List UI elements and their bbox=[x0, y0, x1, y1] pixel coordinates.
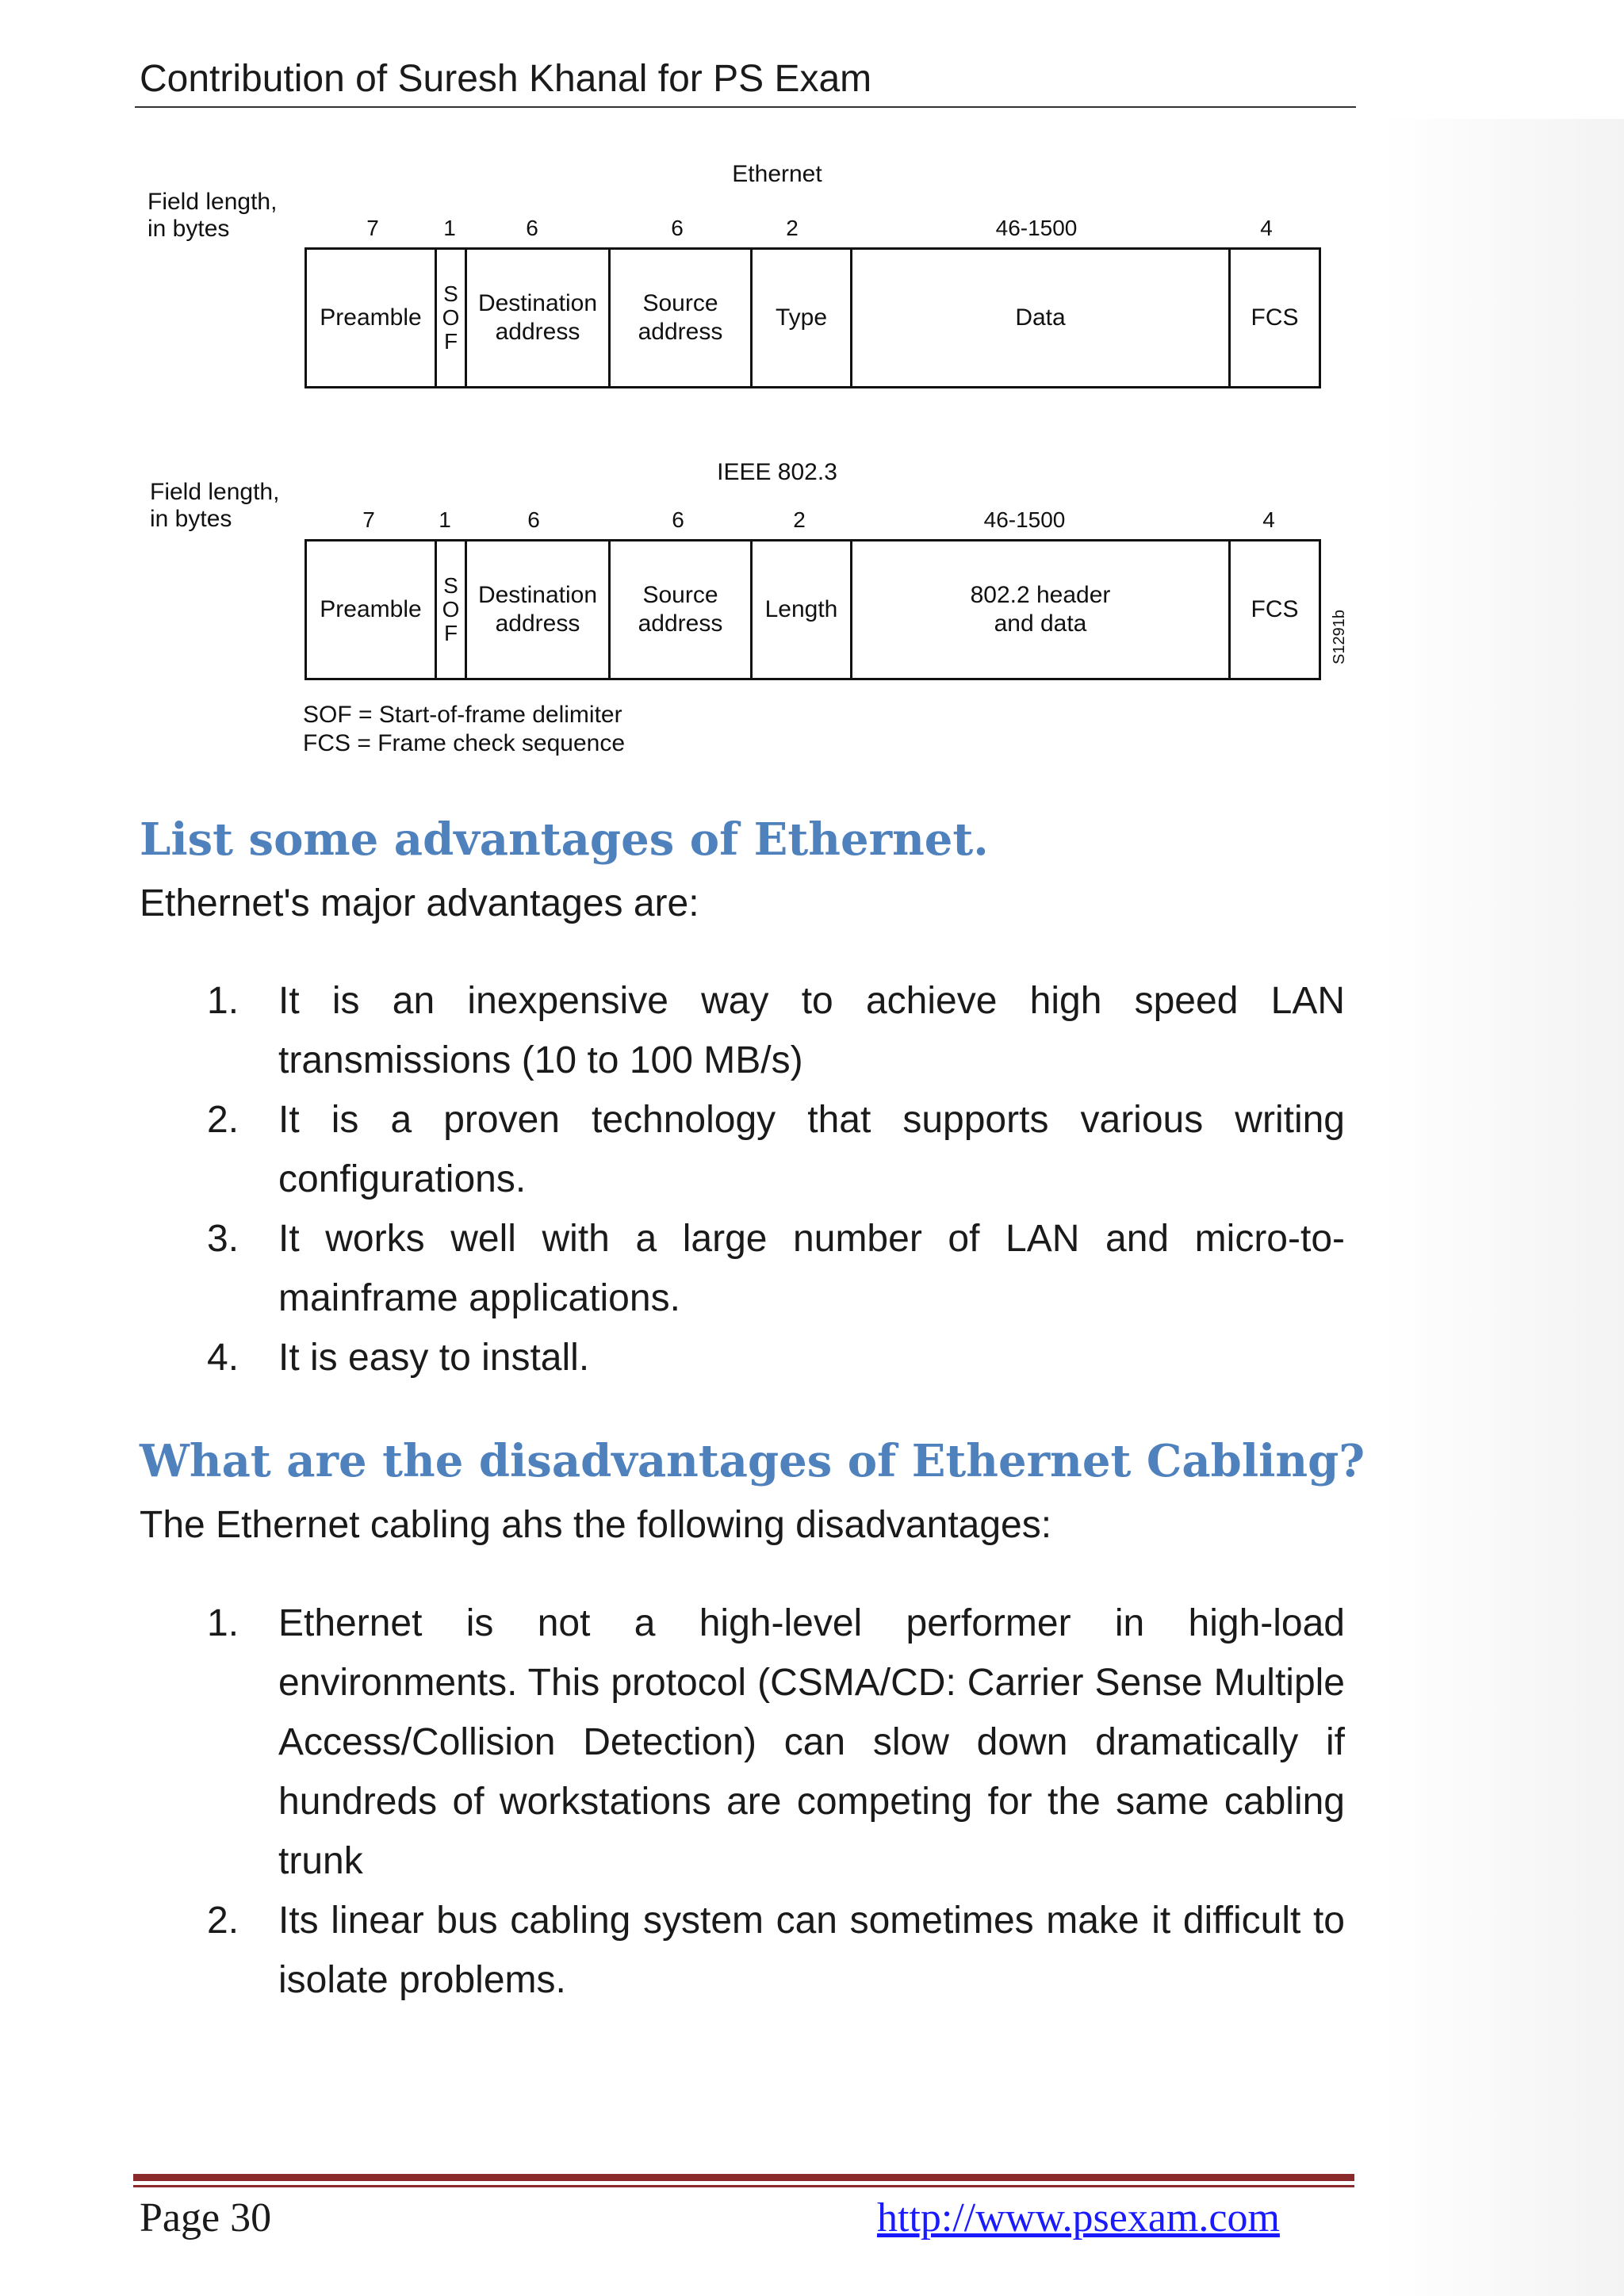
byte-count: 6 bbox=[672, 507, 684, 532]
field-data: Data bbox=[852, 250, 1231, 386]
byte-count: 1 bbox=[439, 507, 451, 532]
header-rule bbox=[135, 106, 1356, 108]
legend-sof: SOF = Start-of-frame delimiter bbox=[303, 702, 622, 728]
section-heading-advantages: List some advantages of Ethernet. bbox=[140, 813, 989, 866]
section-intro-disadvantages: The Ethernet cabling ahs the following disadvantages: bbox=[140, 1504, 1052, 1546]
byte-count: 1 bbox=[443, 216, 456, 240]
website-link[interactable]: http://www.psexam.com bbox=[877, 2195, 1280, 2241]
field-type: Type bbox=[753, 250, 852, 386]
field-fcs: FCS bbox=[1251, 304, 1299, 331]
byte-count: 7 bbox=[366, 216, 379, 240]
disadvantages-list bbox=[140, 1594, 1345, 2010]
byte-count: 6 bbox=[526, 216, 538, 240]
footer-rule bbox=[133, 2174, 1354, 2181]
diagram-title: IEEE 802.3 bbox=[717, 459, 837, 485]
list-item-text: It is easy to install. bbox=[278, 1337, 590, 1379]
header-title: Contribution of Suresh Khanal for PS Exam bbox=[140, 58, 872, 100]
page-number: Page 30 bbox=[140, 2195, 272, 2241]
legend-fcs: FCS = Frame check sequence bbox=[303, 730, 626, 756]
section-intro-advantages: Ethernet's major advantages are: bbox=[140, 882, 699, 924]
byte-count: 46-1500 bbox=[983, 507, 1066, 532]
field-length-label: Field length, in bytes bbox=[147, 189, 278, 242]
field-source-address: Source address bbox=[611, 250, 753, 386]
byte-count: 2 bbox=[786, 216, 799, 240]
page-shadow bbox=[1380, 119, 1624, 2296]
list-item: 2. It is a proven technology that supports various writing configurations. bbox=[207, 1099, 1345, 1200]
field-sof: S O F bbox=[437, 541, 467, 678]
byte-count: 6 bbox=[671, 216, 684, 240]
list-item: 2. Its linear bus cabling system can sometimes make it difficult to isolate problems. bbox=[207, 1900, 1345, 2001]
frame-box bbox=[304, 539, 1321, 680]
byte-count: 2 bbox=[793, 507, 806, 532]
list-item-text: Its linear bus cabling system can sometimes make it difficult to isolate problems. bbox=[278, 1900, 1345, 2001]
byte-count: 7 bbox=[362, 507, 375, 532]
advantages-list bbox=[140, 971, 1345, 1387]
figure-id: S1291b bbox=[1331, 610, 1348, 664]
field-length: Length bbox=[753, 541, 852, 678]
list-item: 1. It is an inexpensive way to achieve high speed LAN transmissions (10 to 100 MB/s) bbox=[207, 980, 1345, 1081]
list-item-text: It is a proven technology that supports various writing configurations. bbox=[278, 1099, 1345, 1200]
field-length-label: Field length, in bytes bbox=[150, 479, 280, 532]
list-item: 4. It is easy to install. bbox=[207, 1337, 590, 1379]
field-destination-address: Destination address bbox=[467, 250, 611, 386]
byte-count: 4 bbox=[1260, 216, 1273, 240]
diagram-title: Ethernet bbox=[732, 161, 822, 187]
list-item-text: Ethernet is not a high-level performer in high-load environments. This protocol (CSMA/CD: Carrier Sense Multiple Access/Collision Detection) can slow down dramatically if hundreds of workstations are competing for the same cabling trunk bbox=[278, 1602, 1345, 1882]
list-item-text: It is an inexpensive way to achieve high speed LAN transmissions (10 to 100 MB/s) bbox=[278, 980, 1345, 1081]
list-item-text: It works well with a large number of LAN and micro-to-mainframe applications. bbox=[278, 1218, 1345, 1319]
field-preamble: Preamble bbox=[307, 250, 437, 386]
frame-box bbox=[304, 247, 1321, 388]
list-item: 3. It works well with a large number of LAN and micro-to-mainframe applications. bbox=[207, 1218, 1345, 1319]
field-destination-address: Destination address bbox=[467, 541, 611, 678]
byte-count: 46-1500 bbox=[995, 216, 1078, 240]
list-item: 1. Ethernet is not a high-level performer in high-load environments. This protocol (CSMA/CD: Carrier Sense Multiple Access/Collision Detection) can slow down dramatically if hundreds of workstations are competing for the same cabling trunk bbox=[207, 1602, 1345, 1882]
field-sof: S O F bbox=[437, 250, 467, 386]
field-fcs: FCS bbox=[1251, 596, 1299, 622]
field-header-and-data: 802.2 header and data bbox=[852, 541, 1231, 678]
field-preamble: Preamble bbox=[307, 541, 437, 678]
footer-rule-thin bbox=[133, 2185, 1354, 2187]
byte-count: 6 bbox=[527, 507, 540, 532]
field-source-address: Source address bbox=[611, 541, 753, 678]
byte-count: 4 bbox=[1262, 507, 1275, 532]
section-heading-disadvantages: What are the disadvantages of Ethernet Cabling? bbox=[140, 1435, 1365, 1487]
